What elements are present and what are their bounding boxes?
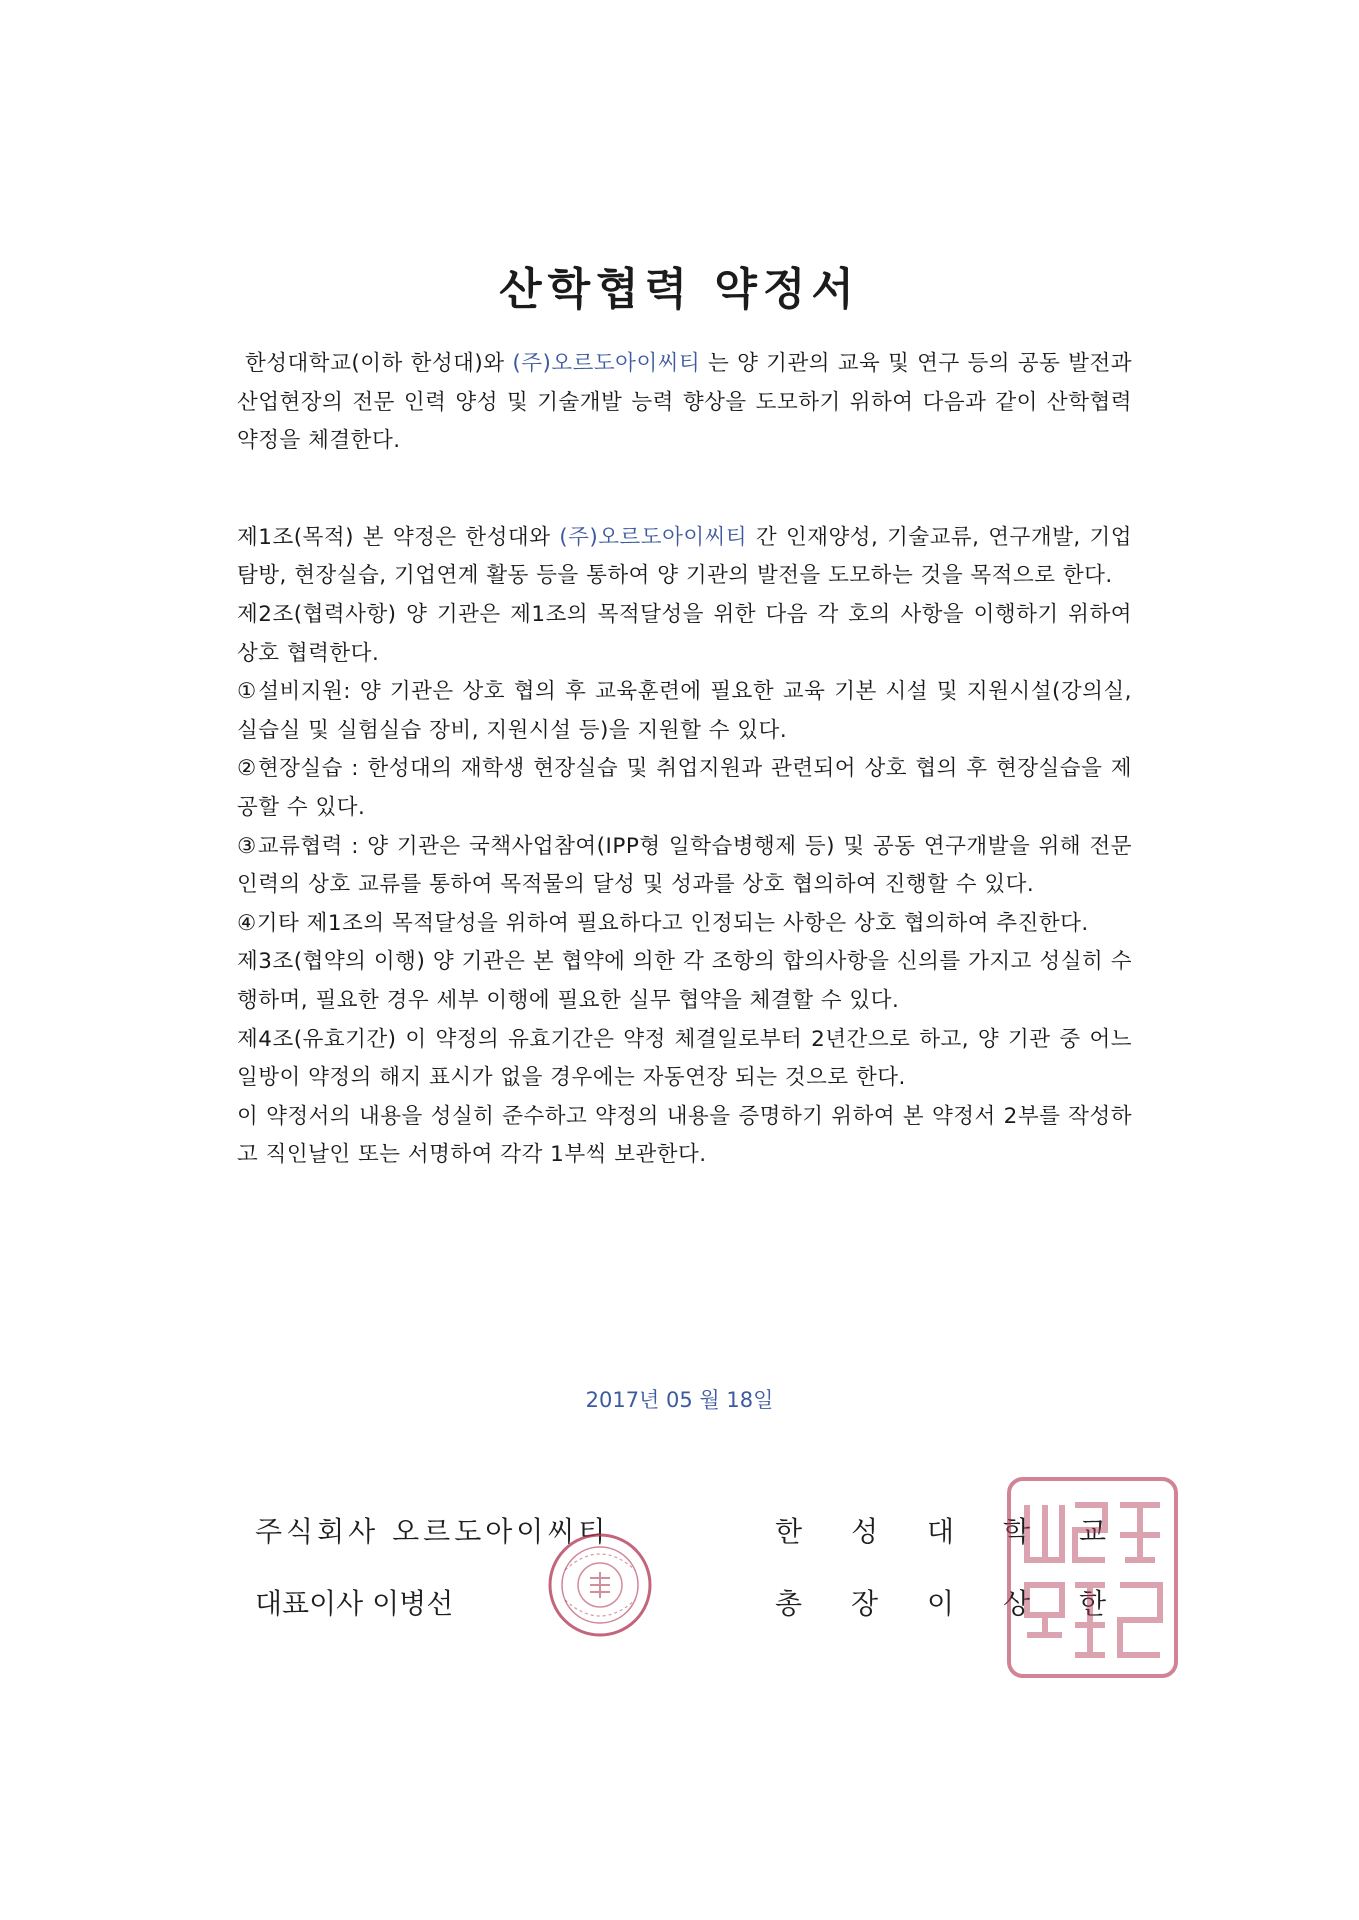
contract-date: 2017년 05 월 18일 (585, 1388, 774, 1412)
company-representative: 대표이사 이병선 (255, 1587, 454, 1620)
article-1 (237, 519, 1132, 596)
article-1-company-name: (주)오르도아이씨티 (559, 524, 748, 550)
closing-paragraph: 이 약정서의 내용을 성실히 준수하고 약정의 내용을 증명하기 위하여 본 약정서 2부를 작성하고 직인날인 또는 서명하여 각각 1부씩 보관한다. (237, 1103, 1132, 1168)
intro-company-name: (주)오르도아이씨티 (512, 351, 701, 376)
article-2-item-4: ④기타 제1조의 목적달성을 위하여 필요하다고 인정되는 사항은 상호 협의하여 추진한다. (237, 910, 1089, 936)
university-square-seal (1005, 1475, 1180, 1680)
intro-prefix: 한성대학교(이하 한성대)와 (245, 351, 513, 376)
article-2-item-1: ①설비지원: 양 기관은 상호 협의 후 교육훈련에 필요한 교육 기본 시설 및 지원시설(강의실, 실습실 및 실험실습 장비, 지원시설 등)을 지원할 수 있다. (237, 679, 1132, 743)
document-title: 산학협력 약정서 (499, 264, 860, 315)
article-2-item-3: ③교류협력 : 양 기관은 국책사업참여(IPP형 일학습병행제 등) 및 공동 연구개발을 위해 전문인력의 상호 교류를 통하여 목적물의 달성 및 성과를 상호 협의하여 진행할 수 있다. (237, 833, 1132, 898)
paragraph-gap (237, 461, 1132, 519)
document-body (237, 345, 1132, 1175)
article-2: 제2조(협력사항) 양 기관은 제1조의 목적달성을 위한 다음 각 호의 사항을 이행하기 위하여 상호 협력한다. (237, 601, 1132, 666)
company-round-seal (545, 1530, 655, 1640)
intro-paragraph (237, 345, 1132, 461)
company-name: 주식회사 오르도아이씨티 (255, 1515, 610, 1548)
article-4: 제4조(유효기간) 이 약정의 유효기간은 약정 체결일로부터 2년간으로 하고, 양 기관 중 어느 일방이 약정의 해지 표시가 없을 경우에는 자동연장 되는 것으로 한다. (237, 1026, 1132, 1091)
article-3: 제3조(협약의 이행) 양 기관은 본 협약에 의한 각 조항의 합의사항을 신의를 가지고 성실히 수행하며, 필요한 경우 세부 이행에 필요한 실무 협약을 체결할 수 있다. (237, 949, 1132, 1013)
article-1-prefix: 제1조(목적) 본 약정은 한성대와 (237, 524, 560, 550)
intro-suffix: 는 양 기관의 교육 및 연구 등의 공동 발전과 산업현장의 전문 인력 양성 및 기술개발 능력 향상을 도모하기 위하여 다음과 같이 산학협력약정을 체결한다. (237, 351, 1132, 454)
university-president: 총 장 이 상 한 (775, 1587, 1107, 1620)
article-1-suffix: 간 인재양성, 기술교류, 연구개발, 기업탐방, 현장실습, 기업연계 활동 등을 통하여 양 기관의 발전을 도모하는 것을 목적으로 한다. (237, 524, 1132, 589)
article-2-item-2: ②현장실습 : 한성대의 재학생 현장실습 및 취업지원과 관련되어 상호 협의 후 현장실습을 제공할 수 있다. (237, 756, 1132, 820)
university-name: 한 성 대 학 교 (775, 1515, 1107, 1548)
